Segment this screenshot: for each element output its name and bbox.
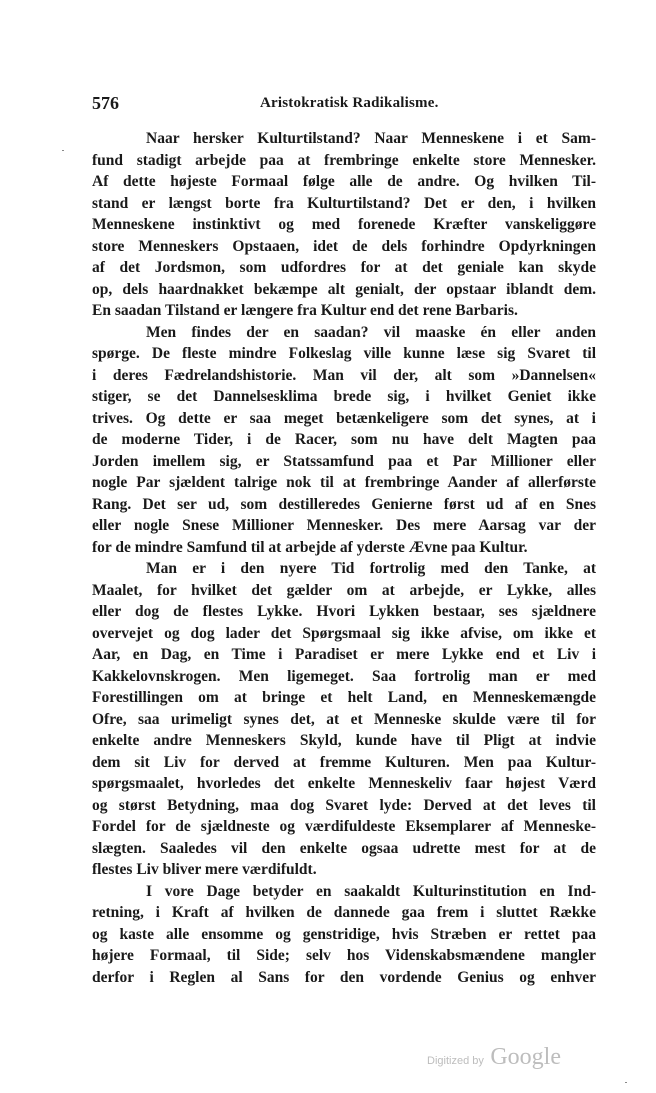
text-line: I vore Dage betyder en saakaldt Kulturinstitution en Ind-	[146, 882, 596, 900]
text-line: nogle Par sjældent talrige nok til at frembringe Aander af allerførste	[92, 474, 596, 491]
text-line: En saadan Tilstand er længere fra Kultur end det rene Barbaris.	[92, 302, 518, 319]
text-line: eller dog de flestes Lykke. Hvori Lykken bestaar, ses sjældnere	[92, 603, 596, 620]
text-line: Man er i den nyere Tid fortrolig med den Tanke, at	[146, 560, 596, 577]
text-line: overvejet og dog lader det Spørgsmaal sig ikke afvise, om ikke et	[92, 624, 596, 642]
text-line: Ofre, saa urimeligt synes det, at et Menneske skulde være til for	[92, 710, 596, 728]
paragraph	[92, 558, 596, 881]
page-header	[92, 93, 596, 115]
text-line: de moderne Tider, i de Racer, som nu have delt Magten paa	[92, 431, 596, 448]
text-line: Naar hersker Kulturtilstand? Naar Menneskene i et Sam-	[146, 130, 596, 147]
text-line: op, dels haardnakket bekæmpe alt genialt, der opstaar iblandt dem.	[92, 280, 596, 298]
text-line: store Menneskers Opstaaen, idet de dels forhindre Opdyrkningen	[92, 237, 596, 255]
text-line: af det Jordsmon, som udfordres for at det geniale kan skyde	[92, 259, 596, 276]
text-line: derfor i Reglen al Sans for den vordende Genius og enhver	[92, 968, 596, 986]
watermark-brand: Google	[490, 1044, 561, 1070]
text-line: Jorden imellem sig, er Statssamfund paa et Par Millioner eller	[92, 452, 596, 470]
text-line: og kaste alle ensomme og genstridige, hvis Stræben er rettet paa	[92, 925, 596, 943]
text-line: flestes Liv bliver mere værdifuldt.	[92, 861, 317, 878]
text-line: Maalet, for hvilket det gælder om at arbejde, er Lykke, alles	[92, 581, 596, 599]
text-line: enkelte andre Menneskers Skyld, kunde have til Pligt at indvie	[92, 732, 596, 749]
text-line: Men findes der en saadan? vil maaske én eller anden	[146, 323, 596, 341]
google-watermark	[427, 1044, 561, 1071]
scan-speck	[625, 1082, 627, 1083]
paragraph	[92, 881, 596, 989]
text-line: Aar, en Dag, en Time i Paradiset er mere Lykke end et Liv i	[92, 646, 596, 663]
text-line: spørgsmaalet, hvorledes det enkelte Menneskeliv faar højest Værd	[92, 775, 596, 792]
text-line: og størst Betydning, maa dog Svaret lyde: Derved at det leves til	[92, 796, 596, 814]
page-number: 576	[92, 93, 119, 113]
text-line: for de mindre Samfund til at arbejde af yderste Ævne paa Kultur.	[92, 538, 528, 556]
paragraph	[92, 128, 596, 322]
text-line: trives. Og dette er saa meget betænkeligere som det synes, at i	[92, 409, 596, 427]
scan-speck	[62, 150, 64, 151]
text-line: eller nogle Snese Millioner Mennesker. Des mere Aarsag var der	[92, 517, 596, 534]
text-line: Kakkelovnskrogen. Men ligemeget. Saa fortrolig man er med	[92, 667, 596, 685]
text-line: Forestillingen om at bringe et helt Land, en Menneskemængde	[92, 689, 596, 706]
text-line: slægten. Saaledes vil den enkelte ogsaa udrette mest for at de	[92, 839, 596, 857]
watermark-prefix: Digitized by	[427, 1055, 484, 1067]
text-line: i deres Fædrelandshistorie. Man vil der, alt som »Dannelsen«	[92, 366, 596, 384]
text-line: stand er længst borte fra Kulturtilstand? Det er den, i hvilken	[92, 194, 596, 212]
text-line: spørge. De fleste mindre Folkeslag ville kunne læse sig Svaret til	[92, 345, 596, 362]
text-line: Menneskene instinktivt og med forenede Kræfter vanskeliggøre	[92, 216, 596, 233]
text-line: dem sit Liv for derved at fremme Kulturen. Men paa Kultur-	[92, 753, 596, 771]
text-line: Fordel for de sjældneste og værdifuldeste Eksemplarer af Menneske-	[92, 818, 596, 835]
text-line: fund stadigt arbejde paa at frembringe enkelte store Mennesker.	[92, 151, 596, 169]
text-line: højere Formaal, til Side; selv hos Videnskabsmændene mangler	[92, 947, 596, 964]
text-line: stiger, se det Dannelsesklima brede sig, i hvilket Geniet ikke	[92, 388, 596, 405]
running-title: Aristokratisk Radikalisme.	[260, 95, 439, 111]
body-text	[92, 128, 596, 988]
paragraph	[92, 322, 596, 559]
text-line: Rang. Det ser ud, som destilleredes Genierne først ud af en Snes	[92, 495, 596, 513]
text-line: retning, i Kraft af hvilken de dannede gaa frem i sluttet Række	[92, 904, 596, 921]
text-line: Af dette højeste Formaal følge alle de andre. Og hvilken Til-	[92, 173, 596, 190]
